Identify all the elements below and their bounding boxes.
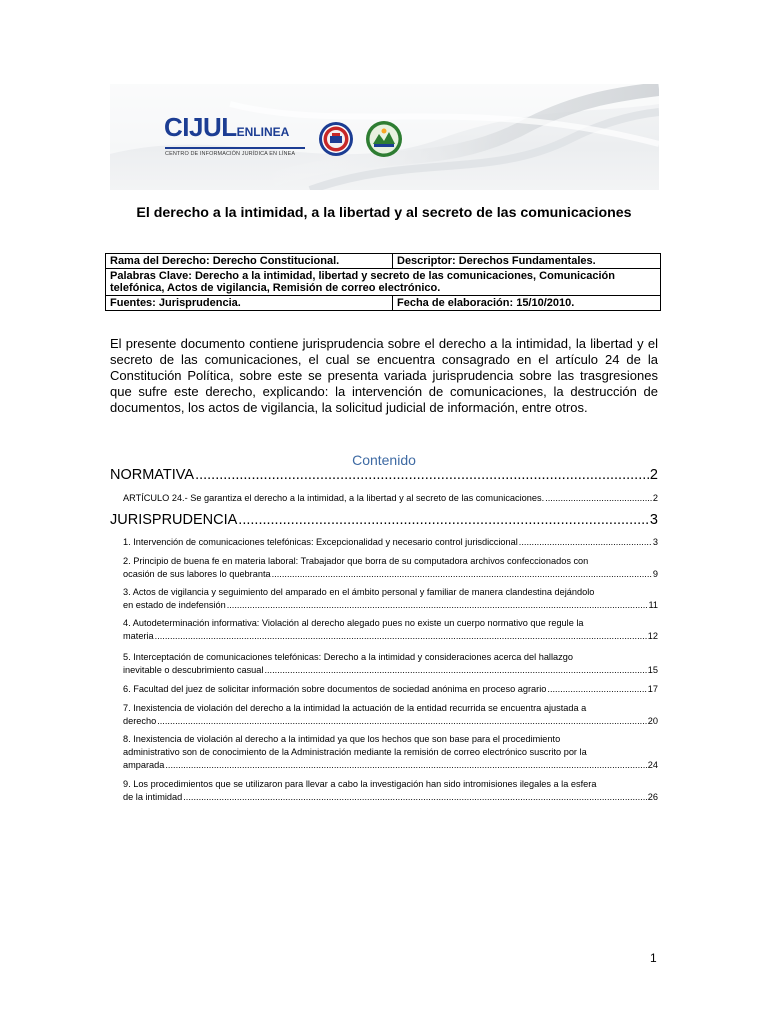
meta-palabras-clave: Palabras Clave: Derecho a la intimidad, libertad y secreto de las comunicaciones, Comunicación telefónica, Actos de vigilancia, Remisión de correo electrónico. <box>106 269 661 296</box>
toc-entry[interactable] <box>123 683 658 696</box>
toc-entry[interactable] <box>123 586 658 612</box>
toc-articulo-page: 2 <box>652 493 658 503</box>
toc-articulo[interactable] <box>123 493 658 503</box>
toc-normativa-label: NORMATIVA <box>110 467 195 483</box>
toc-entry-label: 1. Intervención de comunicaciones telefónicas: Excepcionalidad y necesario control jurisdiccional <box>123 537 518 547</box>
toc-leader <box>165 759 646 772</box>
toc-entry-page: 17 <box>647 684 658 694</box>
toc-leader <box>155 630 647 643</box>
toc-entry-page: 15 <box>647 665 658 675</box>
toc-entry-label: 5. Interceptación de comunicaciones telefónicas: Derecho a la intimidad y consideraciones acerca del hallazgo <box>123 652 573 662</box>
toc-leader <box>183 791 647 804</box>
toc-entry[interactable] <box>123 702 658 728</box>
meta-fuentes: Fuentes: Jurisprudencia. <box>106 296 393 311</box>
page-number: 1 <box>650 951 657 965</box>
university-seal-icon <box>318 121 354 157</box>
toc-heading: Contenido <box>352 452 416 468</box>
toc-normativa-page: 2 <box>649 467 658 483</box>
toc-jurisprudencia[interactable] <box>110 512 658 528</box>
toc-entry-page: 11 <box>648 600 658 610</box>
toc-entry-label: 2. Principio de buena fe en materia laboral: Trabajador que borra de su computadora archivos confeccionados con <box>123 556 589 566</box>
toc-entry[interactable] <box>123 617 658 643</box>
toc-entry-label-cont: inevitable o descubrimiento casual <box>123 665 264 675</box>
toc-entry[interactable] <box>123 536 658 549</box>
toc-leader <box>272 568 652 581</box>
logo <box>164 114 289 140</box>
toc-leader <box>519 536 652 549</box>
meta-row <box>106 254 661 269</box>
toc-entry-label: 6. Facultad del juez de solicitar información sobre documentos de sociedad anónima en proceso agrario <box>123 684 547 694</box>
document-title: El derecho a la intimidad, a la libertad y al secreto de las comunicaciones <box>136 205 632 221</box>
toc-entry-label-cont: en estado de indefensión <box>123 600 226 610</box>
toc-entry-label-cont: de la intimidad <box>123 792 183 802</box>
meta-row <box>106 296 661 311</box>
toc-leader <box>227 599 648 612</box>
logo-tagline: CENTRO DE INFORMACIÓN JURÍDICA EN LÍNEA <box>165 151 296 157</box>
toc-entry-label: 9. Los procedimientos que se utilizaron para llevar a cabo la investigación han sido intromisiones ilegales a la esfera <box>123 779 597 789</box>
toc-entry-page: 12 <box>647 631 658 641</box>
toc-entry-page: 26 <box>647 792 658 802</box>
toc-entry[interactable] <box>123 778 658 804</box>
toc-entry-label: 7. Inexistencia de violación del derecho a la intimidad la actuación de la entidad recurrida se encuentra ajustada a <box>123 703 587 713</box>
toc-jurisprudencia-page: 3 <box>649 512 658 528</box>
toc-leader <box>264 664 646 677</box>
toc-entry-label-cont: materia <box>123 631 154 641</box>
toc-entry-page: 20 <box>647 716 658 726</box>
toc-normativa[interactable] <box>110 467 658 483</box>
meta-fecha: Fecha de elaboración: 15/10/2010. <box>393 296 661 311</box>
toc-entry[interactable] <box>123 555 658 581</box>
meta-row <box>106 269 661 296</box>
faculty-seal-icon <box>365 120 403 158</box>
toc-entry[interactable] <box>123 651 658 677</box>
toc-entry-label: 3. Actos de vigilancia y seguimiento del amparado en el ámbito personal y familiar de manera clandestina dejándolo <box>123 587 595 597</box>
toc-entry-label-cont: amparada <box>123 760 165 770</box>
meta-descriptor: Descriptor: Derechos Fundamentales. <box>393 254 661 269</box>
toc-entry-label-cont: derecho <box>123 716 157 726</box>
toc-leader <box>238 512 649 528</box>
toc-articulo-label: ARTÍCULO 24.- Se garantiza el derecho a la intimidad, a la libertad y al secreto de las comunicaciones. <box>123 493 545 503</box>
toc-entry-label: 8. Inexistencia de violación al derecho a la intimidad ya que los hechos que son base para el procedimiento <box>123 734 561 744</box>
header-banner <box>110 84 659 190</box>
toc-leader <box>547 683 646 696</box>
toc-entry-page: 9 <box>652 569 658 579</box>
toc-entry-label-cont: ocasión de sus labores lo quebranta <box>123 569 271 579</box>
logo-suffix: ENLINEA <box>236 125 290 139</box>
meta-rama: Rama del Derecho: Derecho Constitucional. <box>106 254 393 269</box>
toc-entry-page: 24 <box>647 760 658 770</box>
toc-entry-page: 3 <box>652 537 658 547</box>
intro-paragraph: El presente documento contiene jurisprudencia sobre el derecho a la intimidad, la libertad y el secreto de las comunicaciones, el cual se encuentra consagrado en el artículo 24 de la Constitución Política, sobre este se presenta variada jurisprudencia sobre las trasgresiones que sufre este derecho, explicando: la intervención de comunicaciones, la destrucción de documentos, los actos de vigilancia, la solicitud judicial de información, entre otros. <box>110 336 658 415</box>
document-meta-table <box>105 253 661 311</box>
toc-leader <box>195 467 649 483</box>
toc-leader <box>545 493 652 503</box>
toc-entry[interactable] <box>123 733 658 772</box>
toc-entry-label-cont: administrativo son de conocimiento de la Administración mediante la remisión de correo electrónico suscrito por la <box>123 747 587 757</box>
logo-underline <box>165 147 305 149</box>
logo-main: CIJUL <box>164 112 237 142</box>
toc-leader <box>157 715 647 728</box>
toc-jurisprudencia-label: JURISPRUDENCIA <box>110 512 238 528</box>
toc-entry-label: 4. Autodeterminación informativa: Violación al derecho alegado pues no existe un cuerpo normativo que regule la <box>123 618 584 628</box>
